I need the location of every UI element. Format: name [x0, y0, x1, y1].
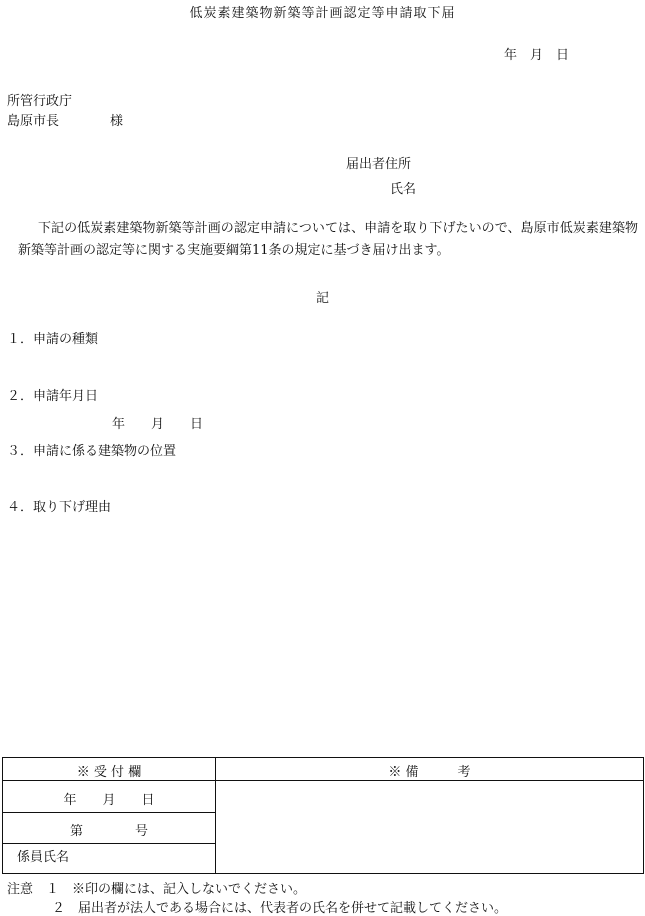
ki-heading: 記 [315, 291, 329, 306]
table-divider-row2 [3, 843, 215, 844]
addressee-honorific: 様 [110, 114, 124, 129]
item-application-type: １．申請の種類 [7, 332, 99, 347]
note-1: 注意 １ ※印の欄には、記入しないでください。 [7, 882, 307, 897]
item-withdrawal-reason: ４．取り下げ理由 [7, 500, 112, 515]
receipt-table [2, 757, 644, 874]
submission-date: 年 月 日 [504, 48, 570, 63]
item-building-location: ３．申請に係る建築物の位置 [7, 444, 177, 459]
staff-name-label: 係員氏名 [17, 850, 70, 865]
item-application-date: ２．申請年月日 [7, 389, 99, 404]
reception-number: 第 号 [69, 824, 148, 839]
body-paragraph: 下記の低炭素建築物新築等計画の認定申請については、申請を取り下げたいので、島原市低炭素建築物新築等計画の認定等に関する実施要綱第11条の規定に基づき届け出ます。 [18, 221, 638, 258]
note-2: ２ 届出者が法人である場合には、代表者の氏名を併せて記載してください。 [52, 901, 508, 916]
table-divider-row1 [3, 812, 215, 813]
notifier-name-label: 氏名 [390, 182, 417, 197]
addressee-authority: 所管行政庁 [7, 94, 73, 109]
notifier-address-label: 届出者住所 [346, 157, 412, 172]
item-application-date-value: 年 月 日 [112, 417, 204, 432]
reception-header: ※ 受 付 欄 [76, 765, 142, 780]
remarks-field[interactable] [217, 781, 642, 872]
document-title: 低炭素建築物新築等計画認定等申請取下届 [189, 6, 456, 21]
reception-date: 年 月 日 [63, 793, 155, 808]
remarks-header: ※ 備 考 [388, 765, 471, 780]
addressee-mayor: 島原市長 [7, 114, 60, 129]
